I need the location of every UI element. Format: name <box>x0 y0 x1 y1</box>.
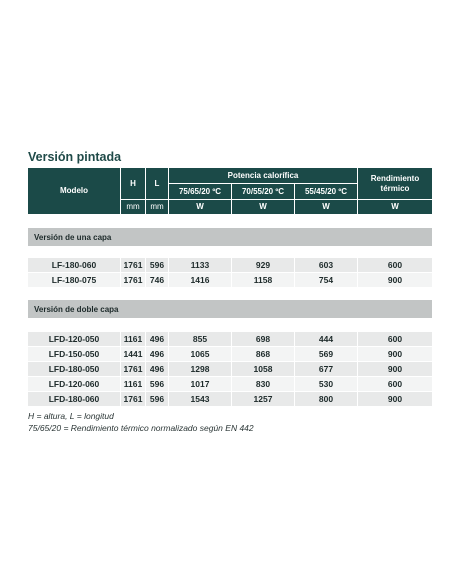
header-l-unit: mm <box>146 200 168 214</box>
header-rendimiento-unit: W <box>358 200 432 214</box>
cell-potencia-3: 530 <box>295 377 357 391</box>
cell-potencia-2: 1257 <box>232 392 294 406</box>
table-row <box>28 377 432 391</box>
cell-potencia-2: 1058 <box>232 362 294 376</box>
cell-potencia-2: 868 <box>232 347 294 361</box>
table-row <box>28 332 432 346</box>
cell-potencia-2: 929 <box>232 258 294 272</box>
cell-l: 596 <box>146 258 168 272</box>
table-row <box>28 392 432 406</box>
cell-modelo: LFD-150-050 <box>28 347 120 361</box>
table-title: Versión pintada <box>28 150 122 164</box>
cell-h: 1161 <box>121 377 145 391</box>
cell-h: 1441 <box>121 347 145 361</box>
cell-h: 1761 <box>121 362 145 376</box>
cell-potencia-1: 1133 <box>169 258 231 272</box>
cell-l: 596 <box>146 392 168 406</box>
header-temp-3-unit: W <box>295 200 357 214</box>
cell-potencia-3: 603 <box>295 258 357 272</box>
header-temp-2: 70/55/20 ºC <box>232 184 294 199</box>
header-temp-3: 55/45/20 ºC <box>295 184 357 199</box>
cell-rendimiento: 600 <box>358 332 432 346</box>
cell-l: 496 <box>146 347 168 361</box>
cell-l: 496 <box>146 332 168 346</box>
cell-modelo: LF-180-075 <box>28 273 120 287</box>
cell-rendimiento: 900 <box>358 347 432 361</box>
cell-potencia-1: 1065 <box>169 347 231 361</box>
header-temp-1-unit: W <box>169 200 231 214</box>
header-rendimiento: Rendimiento térmico <box>358 168 432 199</box>
section-header: Versión de una capa <box>28 228 432 246</box>
header-potencia: Potencia calorífica <box>169 168 357 183</box>
cell-modelo: LFD-120-060 <box>28 377 120 391</box>
cell-l: 746 <box>146 273 168 287</box>
cell-potencia-3: 677 <box>295 362 357 376</box>
cell-modelo: LF-180-060 <box>28 258 120 272</box>
cell-potencia-2: 698 <box>232 332 294 346</box>
cell-potencia-1: 1298 <box>169 362 231 376</box>
header-h-unit: mm <box>121 200 145 214</box>
header-temp-1: 75/65/20 ºC <box>169 184 231 199</box>
cell-potencia-1: 1416 <box>169 273 231 287</box>
cell-potencia-3: 444 <box>295 332 357 346</box>
cell-h: 1761 <box>121 273 145 287</box>
cell-rendimiento: 900 <box>358 392 432 406</box>
cell-potencia-1: 1017 <box>169 377 231 391</box>
section-header: Versión de doble capa <box>28 300 432 318</box>
cell-rendimiento: 900 <box>358 273 432 287</box>
cell-modelo: LFD-180-050 <box>28 362 120 376</box>
table-row <box>28 273 432 287</box>
cell-h: 1161 <box>121 332 145 346</box>
cell-modelo: LFD-180-060 <box>28 392 120 406</box>
header-modelo: Modelo <box>28 168 120 214</box>
header-temp-2-unit: W <box>232 200 294 214</box>
table-row <box>28 258 432 272</box>
cell-potencia-2: 1158 <box>232 273 294 287</box>
table-header <box>28 168 432 214</box>
cell-modelo: LFD-120-050 <box>28 332 120 346</box>
cell-h: 1761 <box>121 258 145 272</box>
cell-h: 1761 <box>121 392 145 406</box>
cell-l: 596 <box>146 377 168 391</box>
cell-rendimiento: 900 <box>358 362 432 376</box>
note-standard: 75/65/20 = Rendimiento térmico normalizado según EN 442 <box>28 423 254 433</box>
cell-potencia-3: 754 <box>295 273 357 287</box>
note-dimensions: H = altura, L = longitud <box>28 411 114 421</box>
cell-rendimiento: 600 <box>358 377 432 391</box>
cell-potencia-1: 1543 <box>169 392 231 406</box>
header-h: H <box>121 168 145 199</box>
cell-l: 496 <box>146 362 168 376</box>
cell-potencia-1: 855 <box>169 332 231 346</box>
cell-potencia-3: 569 <box>295 347 357 361</box>
cell-potencia-3: 800 <box>295 392 357 406</box>
table-row <box>28 347 432 361</box>
header-l: L <box>146 168 168 199</box>
cell-potencia-2: 830 <box>232 377 294 391</box>
table-row <box>28 362 432 376</box>
cell-rendimiento: 600 <box>358 258 432 272</box>
